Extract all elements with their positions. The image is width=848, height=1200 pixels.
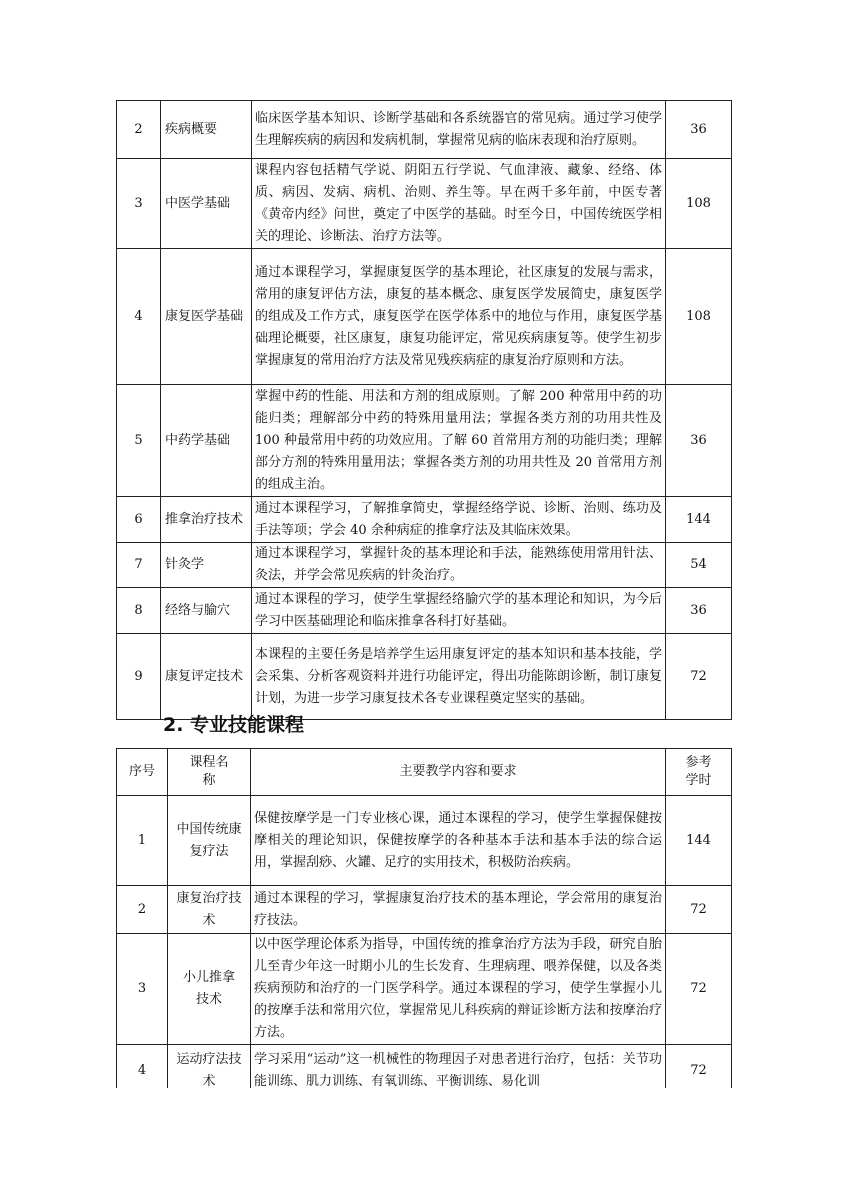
table-row [117, 934, 732, 1045]
row-number: 3 [117, 934, 168, 1045]
course-hours: 72 [666, 1045, 732, 1089]
table-row [117, 1045, 732, 1089]
course-hours: 144 [666, 497, 732, 543]
course-name: 康复医学基础 [161, 249, 252, 385]
header-number: 序号 [117, 749, 168, 796]
course-description: 本课程的主要任务是培养学生运用康复评定的基本知识和基本技能，学会采集、分析客观资料并进行功能评定，得出功能陈朗诊断，制订康复计划，为进一步学习康复技术各专业课程奠定坚实的基础。 [252, 634, 666, 720]
course-name: 中国传统康复疗法 [168, 796, 251, 886]
course-description: 通过本课程的学习，使学生掌握经络腧穴学的基本理论和知识，为今后学习中医基础理论和临床推拿各科打好基础。 [252, 588, 666, 634]
course-hours: 144 [666, 796, 732, 886]
course-hours: 36 [666, 385, 732, 497]
table-row [117, 796, 732, 886]
course-name: 中医学基础 [161, 159, 252, 249]
course-description: 通过本课程的学习，掌握康复治疗技术的基本理论，学会常用的康复治疗技法。 [251, 886, 666, 934]
table-row [117, 886, 732, 934]
course-table-skills [116, 748, 732, 1088]
course-description: 学习采用“运动”这一机械性的物理因子对患者进行治疗，包括：关节功能训练、肌力训练、有氧训练、平衡训练、易化训 [251, 1045, 666, 1089]
course-name: 康复治疗技术 [168, 886, 251, 934]
table-header-row [117, 749, 732, 796]
header-hours: 参考学时 [666, 749, 732, 796]
course-description: 通过本课程学习，掌握康复医学的基本理论，社区康复的发展与需求，常用的康复评估方法，康复的基本概念、康复医学发展简史，康复医学的组成及工作方式，康复医学在医学体系中的地位与作用，康复医学基础理论概要，社区康复，康复功能评定，常见疾病康复等。使学生初步掌握康复的常用治疗方法及常见残疾病症的康复治疗原则和方法。 [252, 249, 666, 385]
course-hours: 72 [666, 634, 732, 720]
course-name: 推拿治疗技术 [161, 497, 252, 543]
row-number: 6 [117, 497, 161, 543]
course-name: 疾病概要 [161, 101, 252, 159]
course-name: 运动疗法技术 [168, 1045, 251, 1089]
course-hours: 72 [666, 934, 732, 1045]
course-hours: 54 [666, 543, 732, 588]
row-number: 1 [117, 796, 168, 886]
course-description: 通过本课程学习，了解推拿简史，掌握经络学说、诊断、治则、练功及手法等项；学会 40 余种病症的推拿疗法及其临床效果。 [252, 497, 666, 543]
section-title: 2. 专业技能课程 [163, 714, 305, 736]
course-description: 以中医学理论体系为指导，中国传统的推拿治疗方法为手段，研究自胎儿至青少年这一时期小儿的生长发育、生理病理、喂养保健，以及各类疾病预防和治疗的一门医学科学。通过本课程的学习，使学生掌握小儿的按摩手法和常用穴位，掌握常见儿科疾病的辩证诊断方法和按摩治疗方法。 [251, 934, 666, 1045]
row-number: 5 [117, 385, 161, 497]
course-name: 针灸学 [161, 543, 252, 588]
course-name: 小儿推拿技术 [168, 934, 251, 1045]
row-number: 3 [117, 159, 161, 249]
course-name: 康复评定技术 [161, 634, 252, 720]
row-number: 2 [117, 886, 168, 934]
row-number: 4 [117, 1045, 168, 1089]
row-number: 2 [117, 101, 161, 159]
course-hours: 108 [666, 159, 732, 249]
course-hours: 36 [666, 101, 732, 159]
row-number: 9 [117, 634, 161, 720]
course-description: 课程内容包括精气学说、阴阳五行学说、气血津液、藏象、经络、体质、病因、发病、病机、治则、养生等。早在两千多年前，中医专著《黄帝内经》问世，奠定了中医学的基础。时至今日，中国传统医学相关的理论、诊断法、治疗方法等。 [252, 159, 666, 249]
row-number: 7 [117, 543, 161, 588]
course-hours: 72 [666, 886, 732, 934]
course-hours: 36 [666, 588, 732, 634]
course-description: 保健按摩学是一门专业核心课，通过本课程的学习，使学生掌握保健按摩相关的理论知识，保健按摩学的各种基本手法和基本手法的综合运用，掌握刮痧、火罐、足疗的实用技术，积极防治疾病。 [251, 796, 666, 886]
course-name: 中药学基础 [161, 385, 252, 497]
course-description: 通过本课程学习，掌握针灸的基本理论和手法，能熟练使用常用针法、灸法，并学会常见疾病的针灸治疗。 [252, 543, 666, 588]
row-number: 4 [117, 249, 161, 385]
row-number: 8 [117, 588, 161, 634]
course-hours: 108 [666, 249, 732, 385]
course-name: 经络与腧穴 [161, 588, 252, 634]
course-description: 临床医学基本知识、诊断学基础和各系统器官的常见病。通过学习使学生理解疾病的病因和发病机制，掌握常见病的临床表现和治疗原则。 [252, 101, 666, 159]
header-course-name: 课程名称 [168, 749, 251, 796]
header-description: 主要教学内容和要求 [251, 749, 666, 796]
course-description: 掌握中药的性能、用法和方剂的组成原则。了解 200 种常用中药的功能归类；理解部分中药的特殊用量用法；掌握各类方剂的功用共性及 100 种最常用中药的功效应用。了解 60 首常用方剂的功能归类；理解部分方剂的特殊用量用法；掌握各类方剂的功用共性及 20 首常用方剂的组成主治。 [252, 385, 666, 497]
